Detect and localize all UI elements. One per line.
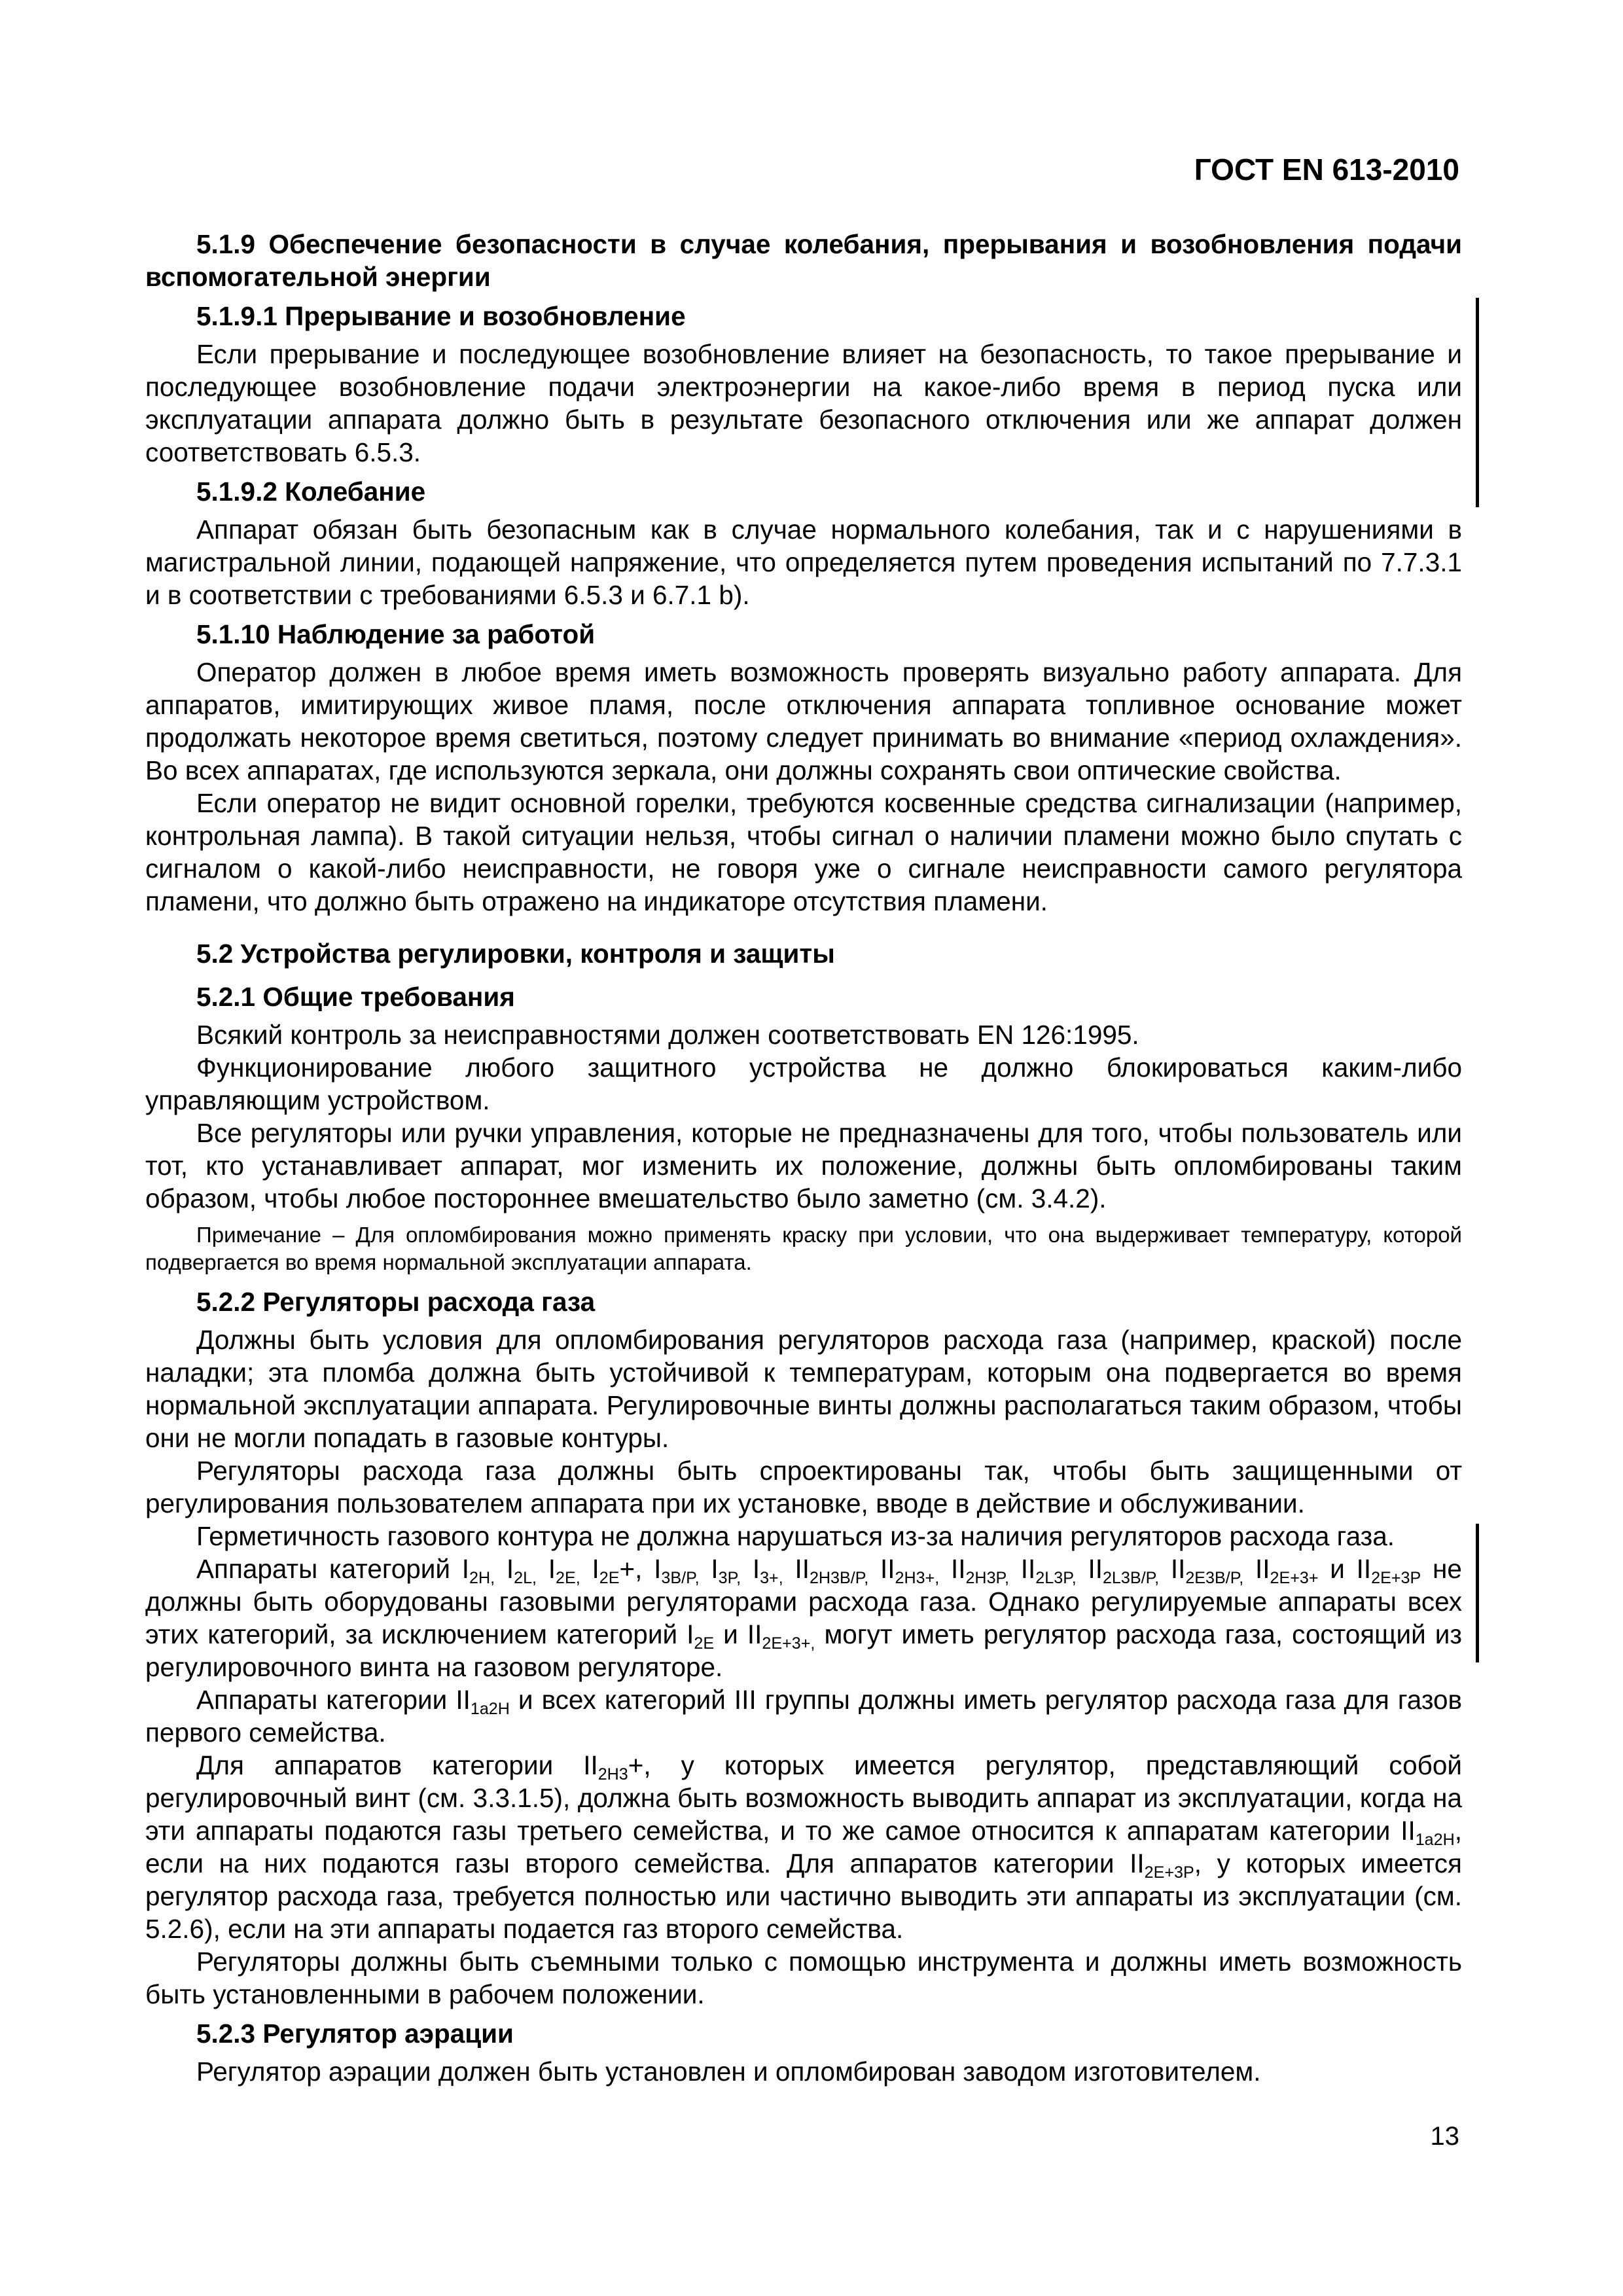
subscript: 2H3: [597, 1765, 628, 1784]
paragraph-categories: [145, 1552, 1462, 1683]
text-run: Аппараты категорий I: [196, 1554, 470, 1584]
text-run: II: [783, 1554, 810, 1584]
text-run: II: [1009, 1554, 1036, 1584]
subscript: 3+,: [760, 1569, 783, 1587]
subscript: 2E: [694, 1634, 715, 1653]
document-number: ГОСТ EN 613-2010: [1194, 152, 1459, 187]
text-run: II: [1159, 1554, 1186, 1584]
section-heading: 5.2.1 Общие требования: [196, 982, 515, 1012]
paragraph: [145, 1683, 1462, 1749]
subscript: 2E,: [556, 1569, 580, 1587]
subscript: 2E+3+,: [762, 1634, 815, 1653]
subscript: 2L3B/P,: [1102, 1569, 1160, 1587]
subscript: 2E3B/P,: [1185, 1569, 1244, 1587]
paragraph: Оператор должен в любое время иметь возможность проверять визуально работу аппарата. Для аппаратов, имитирующих живое пламя, после отключения аппарата топливное основание может продолжать некоторое время светиться, поэтому следует принимать во внимание «период охлаждения». Во всех аппаратах, где используются зеркала, они должны сохранять свои оптические свойства.: [145, 657, 1462, 785]
paragraph: Регулятор аэрации должен быть установлен и опломбирован заводом изготовителем.: [196, 2056, 1261, 2087]
text-run: I: [495, 1554, 514, 1584]
text-run: I: [580, 1554, 599, 1584]
text-run: +, у которых имеется регулятор, представляющий собой регулировочный винт (см. 3.3.1.5), должна быть возможность выводить аппарат из эксплуатации, когда на эти аппараты подаются газы третьего семейства, и то же самое относится к аппаратам категории II: [145, 1750, 1462, 1846]
section-heading: 5.1.10 Наблюдение за работой: [196, 619, 596, 649]
paragraph: Если прерывание и последующее возобновление влияет на безопасность, то такое прерывание и последующее возобновление подачи электроэнергии на какое-либо время в период пуска или эксплуатации аппарата должно быть в результате безопасного отключения или же аппарат должен соответствовать 6.5.3.: [145, 339, 1462, 467]
text-run: II: [1076, 1554, 1103, 1584]
text-run: , у которых имеется регулятор расхода газа, требуется полностью или частично выводить эти аппараты из эксплуатации (см. 5.2.6), если на эти аппараты подается газ второго семейства.: [145, 1848, 1462, 1944]
text-run: не должны быть оборудованы газовыми регуляторами расхода газа. Однако регулируемые аппараты всех этих категорий, за исключением категорий I: [145, 1554, 1462, 1649]
text-run: I: [699, 1554, 719, 1584]
paragraph: Регуляторы расхода газа должны быть спроектированы так, чтобы быть защищенными от регулирования пользователем аппарата при их установке, вводе в действие и обслуживании.: [145, 1456, 1462, 1518]
subscript: 2E: [599, 1569, 620, 1587]
section-heading: 5.2.2 Регуляторы расхода газа: [196, 1287, 596, 1317]
page-number: 13: [1430, 2122, 1459, 2151]
subscript: 1a2H: [470, 1700, 510, 1718]
text-run: Для аппаратов категории II: [196, 1750, 598, 1780]
paragraph: Функционирование любого защитного устройства не должно блокироваться каким-либо управляющим устройством.: [145, 1052, 1462, 1115]
text-run: и всех категорий III группы должны иметь регулятор расхода газа для газов первого семейства.: [145, 1685, 1463, 1748]
text-run: , если на них подаются газы второго семейства. Для аппаратов категории II: [145, 1816, 1462, 1878]
text-run: и II: [714, 1619, 762, 1649]
paragraph: Регуляторы должны быть съемными только с помощью инструмента и должны иметь возможность быть установленными в рабочем положении.: [145, 1946, 1462, 2009]
subscript: 2E+3P: [1371, 1569, 1421, 1587]
subscript: 2L3P,: [1035, 1569, 1077, 1587]
subscript: 2E+3+: [1270, 1569, 1319, 1587]
subscript: 2H3B/P,: [809, 1569, 869, 1587]
subsection-heading: 5.1.9.2 Колебание: [196, 476, 426, 507]
section-heading: 5.1.9 Обеспечение безопасности в случае колебания, прерывания и возобновления подачи вспомогательной энергии: [145, 229, 1462, 292]
text-run: II: [939, 1554, 966, 1584]
text-run: могут иметь регулятор расхода газа, состоящий из регулировочного винта на газовом регуляторе.: [145, 1619, 1462, 1682]
subsection-heading: 5.1.9.1 Прерывание и возобновление: [196, 301, 686, 331]
text-run: II: [868, 1554, 895, 1584]
paragraph: Аппарат обязан быть безопасным как в случае нормального колебания, так и с нарушениями в магистральной линии, подающей напряжение, что определяется путем проведения испытаний по 7.7.3.1 и в соответствии с требованиями 6.5.3 и 6.7.1 b).: [145, 514, 1462, 610]
subscript: 3P,: [718, 1569, 741, 1587]
text-run: +, I: [619, 1554, 662, 1584]
change-bar: [1476, 298, 1479, 507]
subscript: 2L,: [514, 1569, 537, 1587]
paragraph: Всякий контроль за неисправностями должен соответствовать EN 126:1995.: [196, 1020, 1139, 1050]
paragraph: [145, 1749, 1462, 1945]
text-run: I: [537, 1554, 556, 1584]
text-run: I: [741, 1554, 760, 1584]
paragraph: Герметичность газового контура не должна нарушаться из-за наличия регуляторов расхода газа.: [196, 1521, 1395, 1551]
text-run: и II: [1318, 1554, 1372, 1584]
subscript: 1a2H: [1415, 1831, 1455, 1849]
subscript: 3B/P,: [661, 1569, 700, 1587]
section-heading: 5.2 Устройства регулировки, контроля и защиты: [196, 939, 835, 969]
section-heading: 5.2.3 Регулятор аэрации: [196, 2018, 514, 2049]
subscript: 2H3P,: [965, 1569, 1010, 1587]
paragraph: Должны быть условия для опломбирования регуляторов расхода газа (например, краской) после наладки; эта пломба должна быть устойчивой к температурам, которым она подвергается во время нормальной эксплуатации аппарата. Регулировочные винты должны располагаться таким образом, чтобы они не могли попадать в газовые контуры.: [145, 1325, 1462, 1453]
subscript: 2H,: [469, 1569, 495, 1587]
note: Примечание – Для опломбирования можно применять краску при условии, что она выдерживает температуру, которой подвергается во время нормальной эксплуатации аппарата.: [145, 1223, 1462, 1274]
text-run: II: [1243, 1554, 1270, 1584]
text-run: Аппараты категории II: [196, 1685, 471, 1715]
paragraph: Все регуляторы или ручки управления, которые не предназначены для того, чтобы пользователь или тот, кто устанавливает аппарат, мог изменить их положение, должны быть опломбированы таким образом, чтобы любое постороннее вмешательство было заметно (см. 3.4.2).: [145, 1118, 1462, 1213]
paragraph: Если оператор не видит основной горелки, требуются косвенные средства сигнализации (например, контрольная лампа). В такой ситуации нельзя, чтобы сигнал о наличии пламени можно было спутать с сигналом о какой-либо неисправности, не говоря уже о сигнале неисправности самого регулятора пламени, что должно быть отражено на индикаторе отсутствия пламени.: [145, 788, 1462, 916]
change-bar: [1476, 1524, 1479, 1662]
subscript: 2E+3P: [1144, 1863, 1194, 1882]
subscript: 2H3+,: [895, 1569, 940, 1587]
document-body: [145, 228, 1462, 2088]
